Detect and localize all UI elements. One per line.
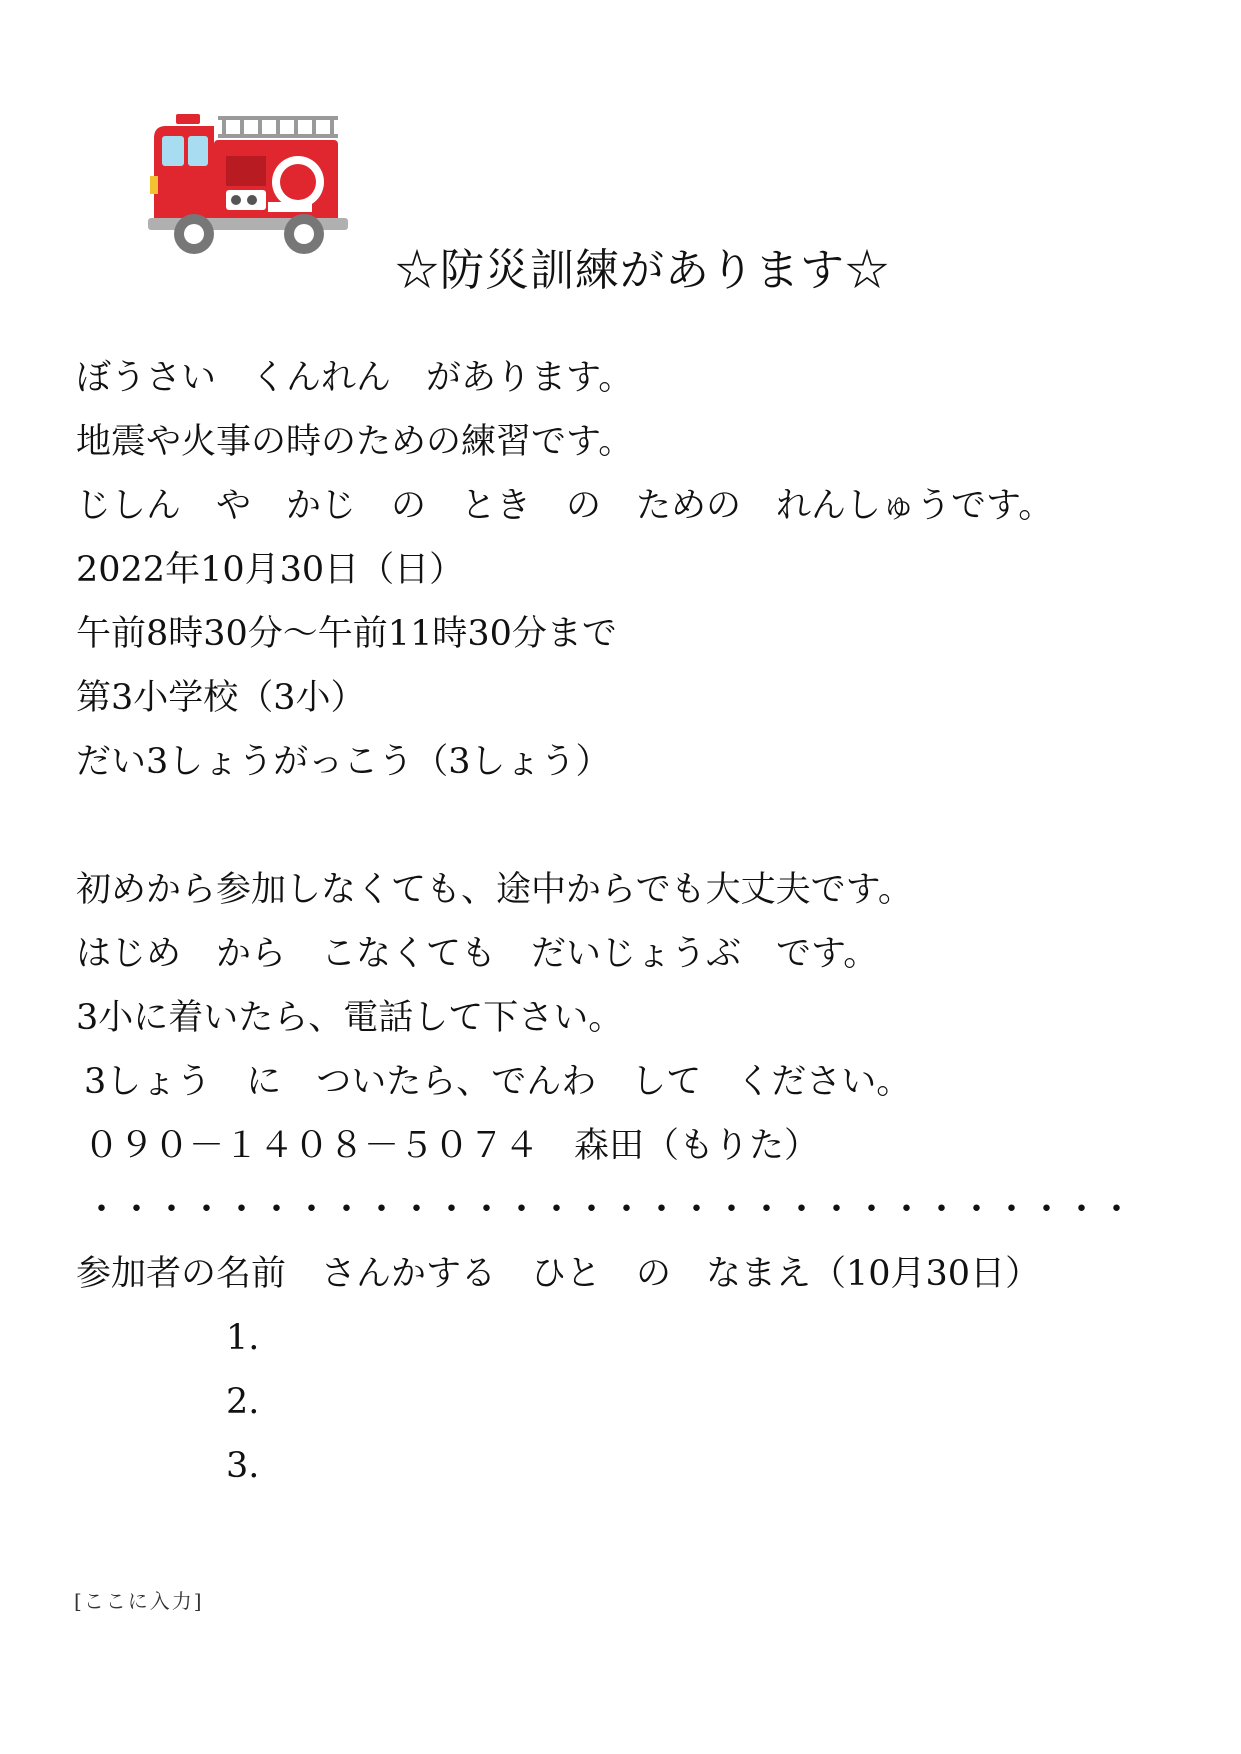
event-time: 午前8時30分～午前11時30分まで xyxy=(76,614,617,654)
participant-entry-3[interactable]: 3. xyxy=(226,1446,260,1486)
notice-title: ☆防災訓練があります☆ xyxy=(395,245,890,296)
notice-line: ぼうさい くんれん があります。 xyxy=(76,358,634,398)
notice-line: 3小に着いたら、電話して下さい。 xyxy=(76,998,624,1038)
participant-names-heading: 参加者の名前 さんかする ひと の なまえ（10月30日） xyxy=(76,1254,1041,1294)
participant-entry-2[interactable]: 2. xyxy=(226,1382,260,1422)
input-placeholder[interactable]: [ここに入力] xyxy=(74,1589,204,1613)
participant-entry-1[interactable]: 1. xyxy=(226,1318,260,1358)
notice-line: 地震や火事の時のための練習です。 xyxy=(76,422,634,462)
notice-line: じしん や かじ の とき の ための れんしゅうです。 xyxy=(76,486,1054,526)
event-location: 第3小学校（3小） xyxy=(76,678,366,718)
event-date: 2022年10月30日（日） xyxy=(76,550,465,590)
event-location-reading: だい3しょうがっこう（3しょう） xyxy=(76,742,611,782)
contact-phone: ０９０－１４０８－５０７４ 森田（もりた） xyxy=(84,1126,820,1166)
cut-line: ・・・・・・・・・・・・・・・・・・・・・・・・・・・・・・ xyxy=(84,1190,1135,1230)
notice-line: 3しょう に ついたら、でんわ して ください。 xyxy=(84,1062,912,1102)
notice-line: 初めから参加しなくても、途中からでも大丈夫です。 xyxy=(76,870,913,910)
ladder-icon xyxy=(218,116,338,138)
notice-line: はじめ から こなくても だいじょうぶ です。 xyxy=(76,934,879,974)
